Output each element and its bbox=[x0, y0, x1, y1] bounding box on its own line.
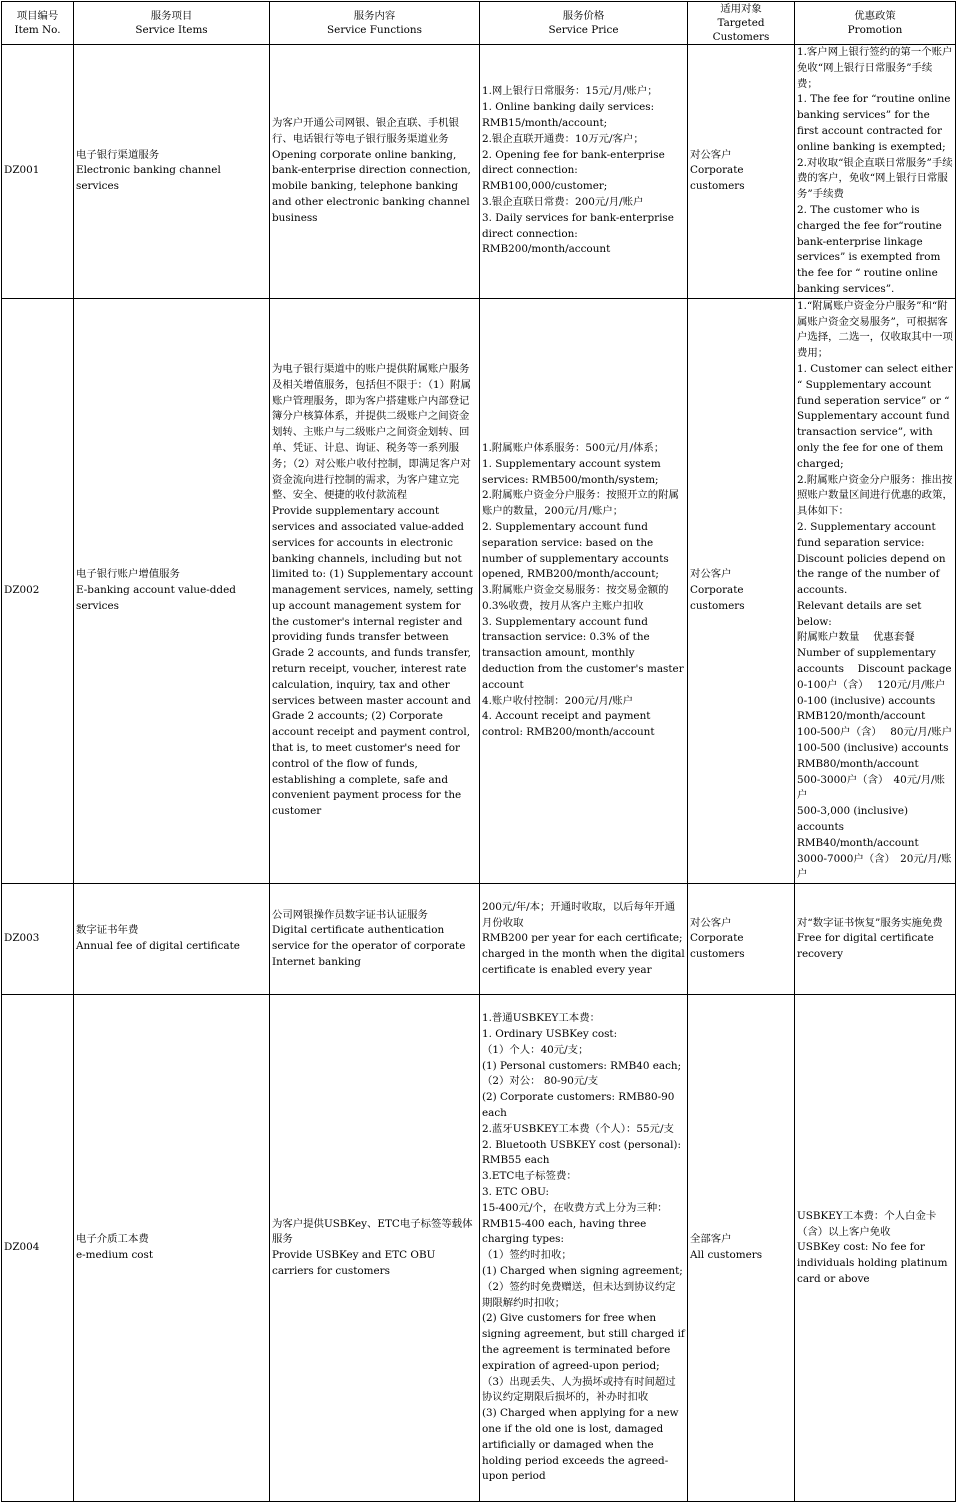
promotion-cell: USBKEY工本费：个人白金卡（含）以上客户免收 USBKey cost: No fee for individuals holding platinum card or above bbox=[795, 995, 956, 1502]
table-row bbox=[2, 884, 956, 995]
item-no-cell: DZ001 bbox=[2, 45, 74, 299]
header-service-price: 服务价格 Service Price bbox=[480, 2, 688, 45]
service-item-cell: 电子介质工本费 e-medium cost bbox=[74, 995, 270, 1502]
service-price-cell: 1.普通USBKEY工本费： 1. Ordinary USBKey cost: （1）个人：40元/支； (1) Personal customers: RMB40 each; （2）对公： 80-90元/支 (2) Corporate customers: RMB80-90 each 2.蓝牙USBKEY工本费（个人）：55元/支 2. Bluetooth USBKEY cost (personal): RMB55 each 3.ETC电子标签费： 3. ETC OBU: 15-400元/个，在收费方式上分为三种： RMB15-400 each, having three charging types: （1）签约时扣收； (1) Charged when signing agreement; （2）签约时免费赠送，但未达到协议约定期限解约时扣收； (2) Give customers for free when signing agreement, but still charged if the agreement is terminated before expiration of agreed-upon period; （3）出现丢失、人为损坏或持有时间超过协议约定期限后损坏的，补办时扣收 (3) Charged when applying for a new one if the old one is lost, damaged artificially or damaged when the holding period exceeds the agreed-upon period bbox=[480, 995, 688, 1502]
header-promotion: 优惠政策 Promotion bbox=[795, 2, 956, 45]
item-no-cell: DZ003 bbox=[2, 884, 74, 995]
service-fee-table bbox=[1, 1, 956, 1502]
header-service-items: 服务项目 Service Items bbox=[74, 2, 270, 45]
header-item-no: 项目编号 Item No. bbox=[2, 2, 74, 45]
service-price-cell: 200元/年/本；开通时收取，以后每年开通月份收取 RMB200 per year for each certificate; charged in the month when the digital certificate is enabled every year bbox=[480, 884, 688, 995]
promotion-cell: 对“数字证书恢复”服务实施免费 Free for digital certificate recovery bbox=[795, 884, 956, 995]
service-price-cell: 1.附属账户体系服务：500元/月/体系； 1. Supplementary account system services: RMB500/month/system; 2.附属账户资金分户服务：按照开立的附属账户的数量，200元/月/账户； 2. Supplementary account fund separation service: based on the number of supplementary accounts opened, RMB200/month/account; 3.附属账户资金交易服务：按交易金额的0.3%收费，按月从客户主账户扣收 3. Supplementary account fund transaction service: 0.3% of the transaction amount, monthly deduction from the customer's master account 4.账户收付控制：200元/月/账户 4. Account receipt and payment control: RMB200/month/account bbox=[480, 298, 688, 883]
promotion-cell: 1.“附属账户资金分户服务”和“附属账户资金交易服务”，可根据客户选择，二选一，仅收取其中一项费用； 1. Customer can select either “ Supplementary account fund seperation service” or “ Supplementary account fund transaction service”, with only the fee for one of them charged; 2.附属账户资金分户服务：推出按照账户数量区间进行优惠的政策，具体如下： 2. Supplementary account fund separation service: Discount policies depend on the range of the number of accounts. Relevant details are set below: 附属账户数量 优惠套餐 Number of supplementary accounts Discount package 0-100户（含） 120元/月/账户 0-100 (inclusive) accounts RMB120/month/account 100-500户（含） 80元/月/账户 100-500 (inclusive) accounts RMB80/month/account 500-3000户（含） 40元/月/账户 500-3,000 (inclusive) accounts RMB40/month/account 3000-7000户（含） 20元/月/账户 bbox=[795, 298, 956, 883]
promotion-cell: 1.客户网上银行签约的第一个账户免收“网上银行日常服务”手续费； 1. The fee for “routine online banking services” for the first account contracted for online banking is exempted; 2.对收取“银企直联日常服务”手续费的客户，免收“网上银行日常服务”手续费 2. The customer who is charged the fee for“routine bank-enterprise linkage services” is exempted from the fee for “ routine online banking services”. bbox=[795, 45, 956, 299]
header-row bbox=[2, 2, 956, 45]
header-service-functions: 服务内容 Service Functions bbox=[270, 2, 480, 45]
service-price-cell: 1.网上银行日常服务：15元/月/账户； 1. Online banking daily services: RMB15/month/account; 2.银企直联开通费：10万元/客户； 2. Opening fee for bank-enterprise direct connection: RMB100,000/customer; 3.银企直联日常费：200元/月/账户 3. Daily services for bank-enterprise direct connection: RMB200/month/account bbox=[480, 45, 688, 299]
service-functions-cell: 为客户开通公司网银、银企直联、手机银行、电话银行等电子银行服务渠道业务 Opening corporate online banking, bank-enterprise direction connection, mobile banking, telephone banking and other electronic banking channel business bbox=[270, 45, 480, 299]
service-functions-cell: 为客户提供USBKey、ETC电子标签等载体服务 Provide USBKey and ETC OBU carriers for customers bbox=[270, 995, 480, 1502]
targeted-customers-cell: 全部客户 All customers bbox=[688, 995, 795, 1502]
service-item-cell: 电子银行渠道服务 Electronic banking channel services bbox=[74, 45, 270, 299]
service-item-cell: 电子银行账户增值服务 E-banking account value-dded services bbox=[74, 298, 270, 883]
service-item-cell: 数字证书年费 Annual fee of digital certificate bbox=[74, 884, 270, 995]
table-row bbox=[2, 298, 956, 883]
service-functions-cell: 公司网银操作员数字证书认证服务 Digital certificate authentication service for the operator of corporate Internet banking bbox=[270, 884, 480, 995]
service-functions-cell: 为电子银行渠道中的账户提供附属账户服务及相关增值服务，包括但不限于：（1）附属账户管理服务，即为客户搭建账户内部登记簿分户核算体系，并提供二级账户之间资金划转、主账户与二级账户之间资金划转、回单、凭证、计息、询证、税务等一系列服务；（2）对公账户收付控制，即满足客户对资金流向进行控制的需求，为客户建立完整、安全、便捷的收付款流程 Provide supplementary account services and associated value-added services for accounts in electronic banking channels, including but not limited to: (1) Supplementary account management services, namely, setting up account management system for the customer's internal register and providing funds transfer between Grade 2 accounts, and funds transfer, return receipt, voucher, interest rate calculation, inquiry, tax and other services between master account and Grade 2 accounts; (2) Corporate account receipt and payment control, that is, to meet customer's need for control of the flow of funds, establishing a complete, safe and convenient payment process for the customer bbox=[270, 298, 480, 883]
targeted-customers-cell: 对公客户 Corporate customers bbox=[688, 45, 795, 299]
header-targeted-customers: 适用对象 Targeted Customers bbox=[688, 2, 795, 45]
table-row bbox=[2, 45, 956, 299]
item-no-cell: DZ004 bbox=[2, 995, 74, 1502]
item-no-cell: DZ002 bbox=[2, 298, 74, 883]
targeted-customers-cell: 对公客户 Corporate customers bbox=[688, 298, 795, 883]
targeted-customers-cell: 对公客户 Corporate customers bbox=[688, 884, 795, 995]
table-row bbox=[2, 995, 956, 1502]
